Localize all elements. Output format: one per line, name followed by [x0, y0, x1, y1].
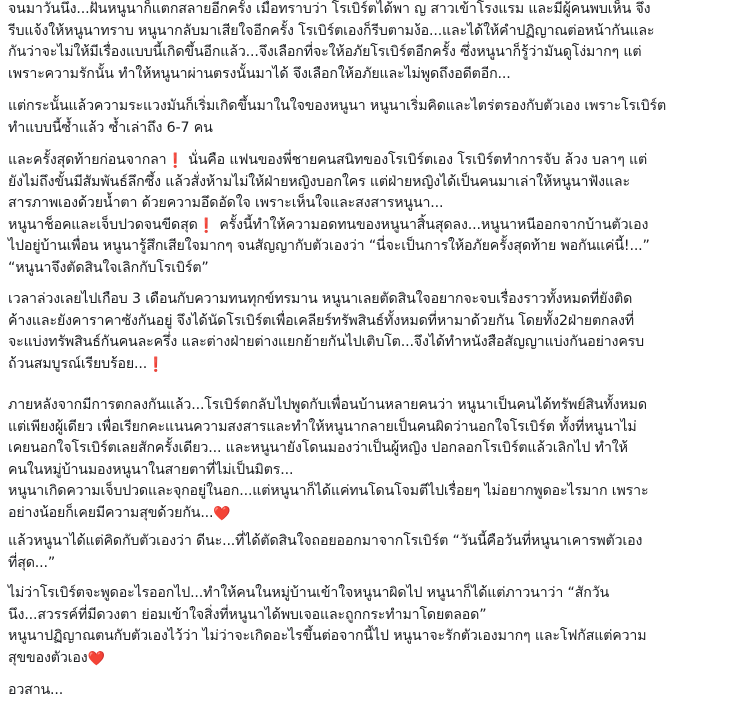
text-line: รีบแจ้งให้หนูนาทราบ หนูนากลับมาเสียใจอีกครั้ง โรเบิร์ตเองก็รีบตามง้อ...และได้ให้คำปฏิญาณต่อหน้ากันและ — [8, 22, 655, 39]
text-line: หนูนาเกิดความเจ็บปวดและจุกอยู่ในอก...แต่หนูนาก็ได้แค่ทนโดนโจมตีไปเรื่อยๆ ไม่อยากพูดอะไรมาก เพราะ — [8, 483, 649, 499]
text-line: อย่างน้อยก็เคยมีความสุขด้วยกัน...❤️ — [8, 504, 231, 522]
text-line: แต่กระนั้นแล้วความระแวงมันก็เริ่มเกิดขึ้นมาในใจของหนูนา หนูนาเริ่มคิดและไตร่ตรองกับตัวเอง เพราะโรเบิร์ต — [8, 98, 667, 114]
paragraph-3 — [8, 150, 650, 279]
text-line: จะแบ่งทรัพสินธ์กันคนละครึ่ง และต่างฝ่ายต่างแยกย้ายกันไปเติบโต...จึงได้ทำหนังสือสัญญาแบ่งกันอย่างครบ — [8, 334, 644, 350]
paragraph-2 — [8, 96, 666, 139]
exclamation-icon: ❗ — [147, 356, 165, 373]
text-line: กันว่าจะไม่ให้มีเรื่องแบบนี้เกิดขึ้นอีกแล้ว...จึงเลือกที่จะให้อภัยโรเบิร์ตอีกครั้ง ซึ่งหนูนาก็รู้ว่ามันดูโง่มากๆ แต่ — [8, 44, 642, 60]
text-line: ไปอยู่บ้านเพื่อน หนูนารู้สึกเสียใจมากๆ จนสัญญากับตัวเองว่า “นี่จะเป็นการให้อภัยครั้งสุดท้าย พอกันแค่นี้!...” — [8, 238, 650, 254]
text-line: ค้างและยังคาราคาซังกันอยู่ จึงได้นัดโรเบิร์ตเพื่อเคลียร์ทรัพสินธ์ทั้งหมดที่หามาด้วยกัน โดยทั้ง2ฝ่ายตกลงที่ — [8, 312, 634, 329]
text-line: เคยนอกใจโรเบิร์ตเลยสักครั้งเดียว... และหนูนายังโดนมองว่าเป็นผู้หญิง ปอกลอกโรเบิร์ตแล้วเลิกไป ทำให้ — [8, 440, 628, 456]
text-line: ยังไม่ถึงขั้นมีสัมพันธ์ลึกซึ้ง แล้วสั่งห้ามไม่ให้ฝ่ายหญิงบอกใคร แต่ฝ่ายหญิงได้เป็นคนมาเล่าให้หนูนาฟังและ — [8, 173, 630, 190]
text-line: คนในหมู่บ้านมองหนูนาในสายตาที่ไม่เป็นมิตร... — [8, 461, 294, 478]
text-line: ที่สุด...” — [8, 554, 56, 571]
text-line: หนูนาปฏิญาณตนกับตัวเองไว้ว่า ไม่ว่าจะเกิดอะไรขึ้นต่อจากนี้ไป หนูนาจะรักตัวเองมากๆ และโฟกัสแต่ความ — [8, 628, 647, 644]
paragraph-7 — [8, 583, 646, 669]
paragraph-1 — [8, 0, 654, 85]
text-line: สุขของตัวเอง❤️ — [8, 649, 105, 667]
exclamation-icon: ❗ — [166, 153, 184, 169]
heart-icon: ❤️ — [87, 650, 105, 667]
text-line: เวลาล่วงเลยไปเกือบ 3 เดือนกับความทนทุกข์ทรมาน หนูนาเลยตัดสินใจอยากจะจบเรื่องราวทั้งหมดที่ยังติด — [8, 291, 633, 307]
paragraph-8 — [8, 680, 63, 702]
text-line: อวสาน... — [8, 682, 64, 698]
text-line: เพราะความรักนั้น ทำให้หนูนาผ่านตรงนั้นมาได้ จึงเลือกให้อภัยและไม่พูดถึงอดีตอีก... — [8, 65, 511, 82]
text-line: แล้วหนูนาได้แต่คิดกับตัวเองว่า ดีนะ...ที่ได้ตัดสินใจถอยออกมาจากโรเบิร์ต “วันนี้คือวันที่หนูนาเคารพตัวเอง — [8, 533, 643, 549]
text-line: สารภาพเองด้วยน้ำตา ด้วยความอึดอัดใจ เพราะเห็นใจและสงสารหนูนา... — [8, 195, 444, 211]
text-line: ไม่ว่าโรเบิร์ตจะพูดอะไรออกไป...ทำให้คนในหมู่บ้านเข้าใจหนูนาผิดไป หนูนาก็ได้แต่ภาวนาว่า “สักวัน — [8, 585, 610, 601]
text-line: นึง...สวรรค์ที่มีดวงตา ย่อมเข้าใจสิ่งที่หนูนาได้พบเจอและถูกกระทำมาโดยตลอด” — [8, 606, 487, 623]
paragraph-6 — [8, 531, 642, 574]
heart-icon: ❤️ — [213, 505, 231, 522]
text-line: “หนูนาจึงตัดสินใจเลิกกับโรเบิร์ต” — [8, 259, 209, 276]
text-line: ถ้วนสมบูรณ์เรียบร้อย...❗ — [8, 355, 165, 373]
text-line: ภายหลังจากมีการตกลงกันแล้ว...โรเบิร์ตกลับไปพูดกับเพื่อนบ้านหลายคนว่า หนูนาเป็นคนได้ทรัพย์สินทั้งหมด — [8, 397, 647, 413]
text-line: ทำแบบนี้ซ้ำแล้ว ซ้ำเล่าถึง 6-7 คน — [8, 119, 213, 136]
paragraph-5 — [8, 395, 648, 524]
paragraph-4 — [8, 289, 644, 375]
text-line: จนมาวันนึง...ฝันหนูนาก็แตกสลายอีกครั้ง เมื่อทราบว่า โรเบิร์ตได้พา ญ สาวเข้าโรงแรม และมีผู้คนพบเห็น จึง — [8, 1, 651, 17]
text-line: และครั้งสุดท้ายก่อนจากลา❗ นั่นคือ แฟนของพี่ชายคนสนิทของโรเบิร์ตเอง โรเบิร์ตทำการจับ ล้วง บลาๆ แต่ — [8, 152, 648, 169]
exclamation-icon: ❗ — [197, 217, 215, 234]
text-line: แต่เพียงผู้เดียว เพื่อเรียกคะแนนความสงสารและทำให้หนูนากลายเป็นคนผิดว่านอกใจโรเบิร์ต ทั้งที่หนูนาไม่ — [8, 418, 637, 435]
text-line: หนูนาช็อคและเจ็บปวดจนขีดสุด❗ ครั้งนี้ทำให้ความอดทนของหนูนาสิ้นสุดลง...หนูนาหนีออกจากบ้านตัวเอง — [8, 216, 649, 234]
